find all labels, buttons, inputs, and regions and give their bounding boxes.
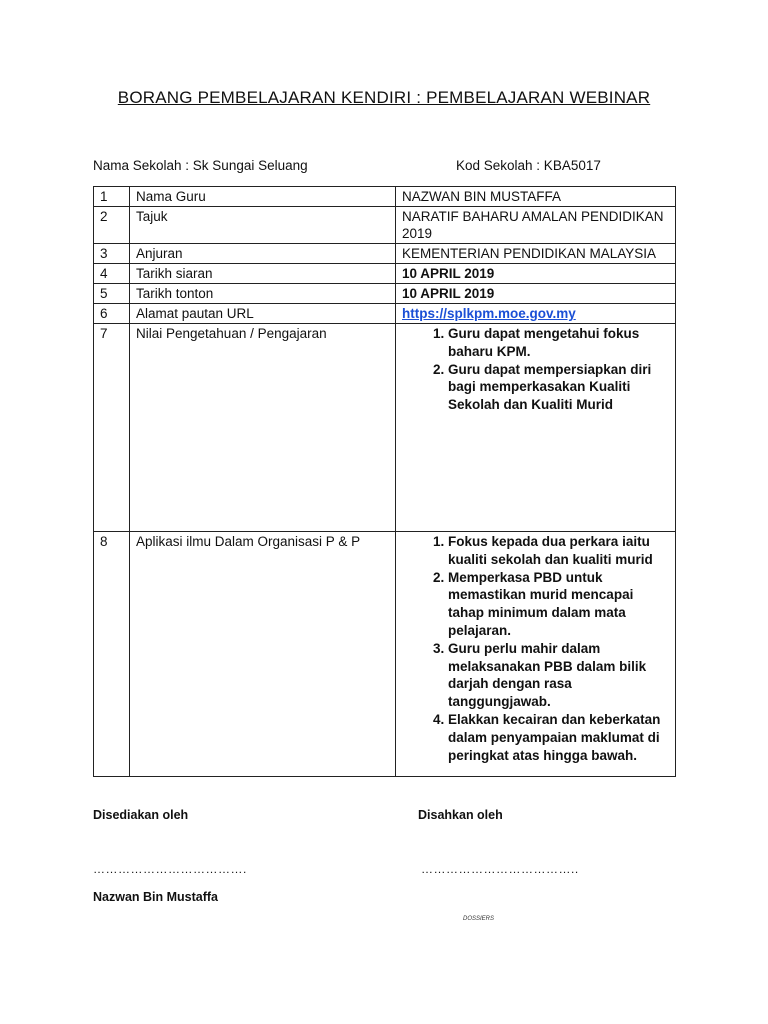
row-number: 6 xyxy=(94,304,130,324)
row-label: Nama Guru xyxy=(130,187,396,207)
row-value: NARATIF BAHARU AMALAN PENDIDIKAN 2019 xyxy=(396,207,676,244)
row-number: 2 xyxy=(94,207,130,244)
row-number: 5 xyxy=(94,284,130,304)
row-number: 3 xyxy=(94,244,130,264)
row-number: 1 xyxy=(94,187,130,207)
row-label: Tarikh siaran xyxy=(130,264,396,284)
row-label: Aplikasi ilmu Dalam Organisasi P & P xyxy=(130,532,396,777)
row-value xyxy=(396,324,676,532)
approved-by-label: Disahkan oleh xyxy=(418,808,503,822)
table-row xyxy=(94,264,676,284)
knowledge-points-list xyxy=(402,325,669,414)
footer-mark: DOSSIERS xyxy=(463,916,495,922)
table-row xyxy=(94,324,676,532)
table-row xyxy=(94,244,676,264)
row-label: Alamat pautan URL xyxy=(130,304,396,324)
row-value: 10 APRIL 2019 xyxy=(396,284,676,304)
list-item: 4. Elakkan kecairan dan keberkatan dalam penyampaian maklumat di peringkat atas hingga bawah. xyxy=(448,711,669,764)
row-value: KEMENTERIAN PENDIDIKAN MALAYSIA xyxy=(396,244,676,264)
row-value xyxy=(396,304,676,324)
row-number: 8 xyxy=(94,532,130,777)
row-number: 7 xyxy=(94,324,130,532)
table-row xyxy=(94,284,676,304)
row-label: Anjuran xyxy=(130,244,396,264)
row-value xyxy=(396,532,676,777)
page-title: BORANG PEMBELAJARAN KENDIRI : PEMBELAJARAN WEBINAR xyxy=(117,88,651,107)
table-row xyxy=(94,532,676,777)
row-label: Tajuk xyxy=(130,207,396,244)
row-label: Nilai Pengetahuan / Pengajaran xyxy=(130,324,396,532)
list-item: 2. Memperkasa PBD untuk memastikan murid mencapai tahap minimum dalam mata pelajaran. xyxy=(448,569,669,640)
application-points-list xyxy=(402,533,669,764)
list-item: 1. Fokus kepada dua perkara iaitu kualiti sekolah dan kualiti murid xyxy=(448,533,669,569)
list-item: 3. Guru perlu mahir dalam melaksanakan PBB dalam bilik darjah dengan rasa tanggungjawab. xyxy=(448,640,669,711)
url-link[interactable]: https://splkpm.moe.gov.my xyxy=(402,306,576,321)
list-item: 2. Guru dapat mempersiapkan diri bagi memperkasakan Kualiti Sekolah dan Kualiti Murid xyxy=(448,361,669,414)
school-code: Kod Sekolah : KBA5017 xyxy=(456,158,601,173)
table-row xyxy=(94,187,676,207)
school-name: Nama Sekolah : Sk Sungai Seluang xyxy=(93,158,308,173)
approved-signature-line: ……………………………….. xyxy=(421,862,579,876)
row-number: 4 xyxy=(94,264,130,284)
prepared-by-label: Disediakan oleh xyxy=(93,808,189,822)
webinar-form-table xyxy=(93,186,676,777)
preparer-name: Nazwan Bin Mustaffa xyxy=(93,890,219,904)
row-label: Tarikh tonton xyxy=(130,284,396,304)
list-item: 1. Guru dapat mengetahui fokus baharu KPM. xyxy=(448,325,669,361)
table-row xyxy=(94,304,676,324)
row-value: 10 APRIL 2019 xyxy=(396,264,676,284)
row-value: NAZWAN BIN MUSTAFFA xyxy=(396,187,676,207)
prepared-signature-line: ………………………………. xyxy=(93,862,247,876)
table-row xyxy=(94,207,676,244)
